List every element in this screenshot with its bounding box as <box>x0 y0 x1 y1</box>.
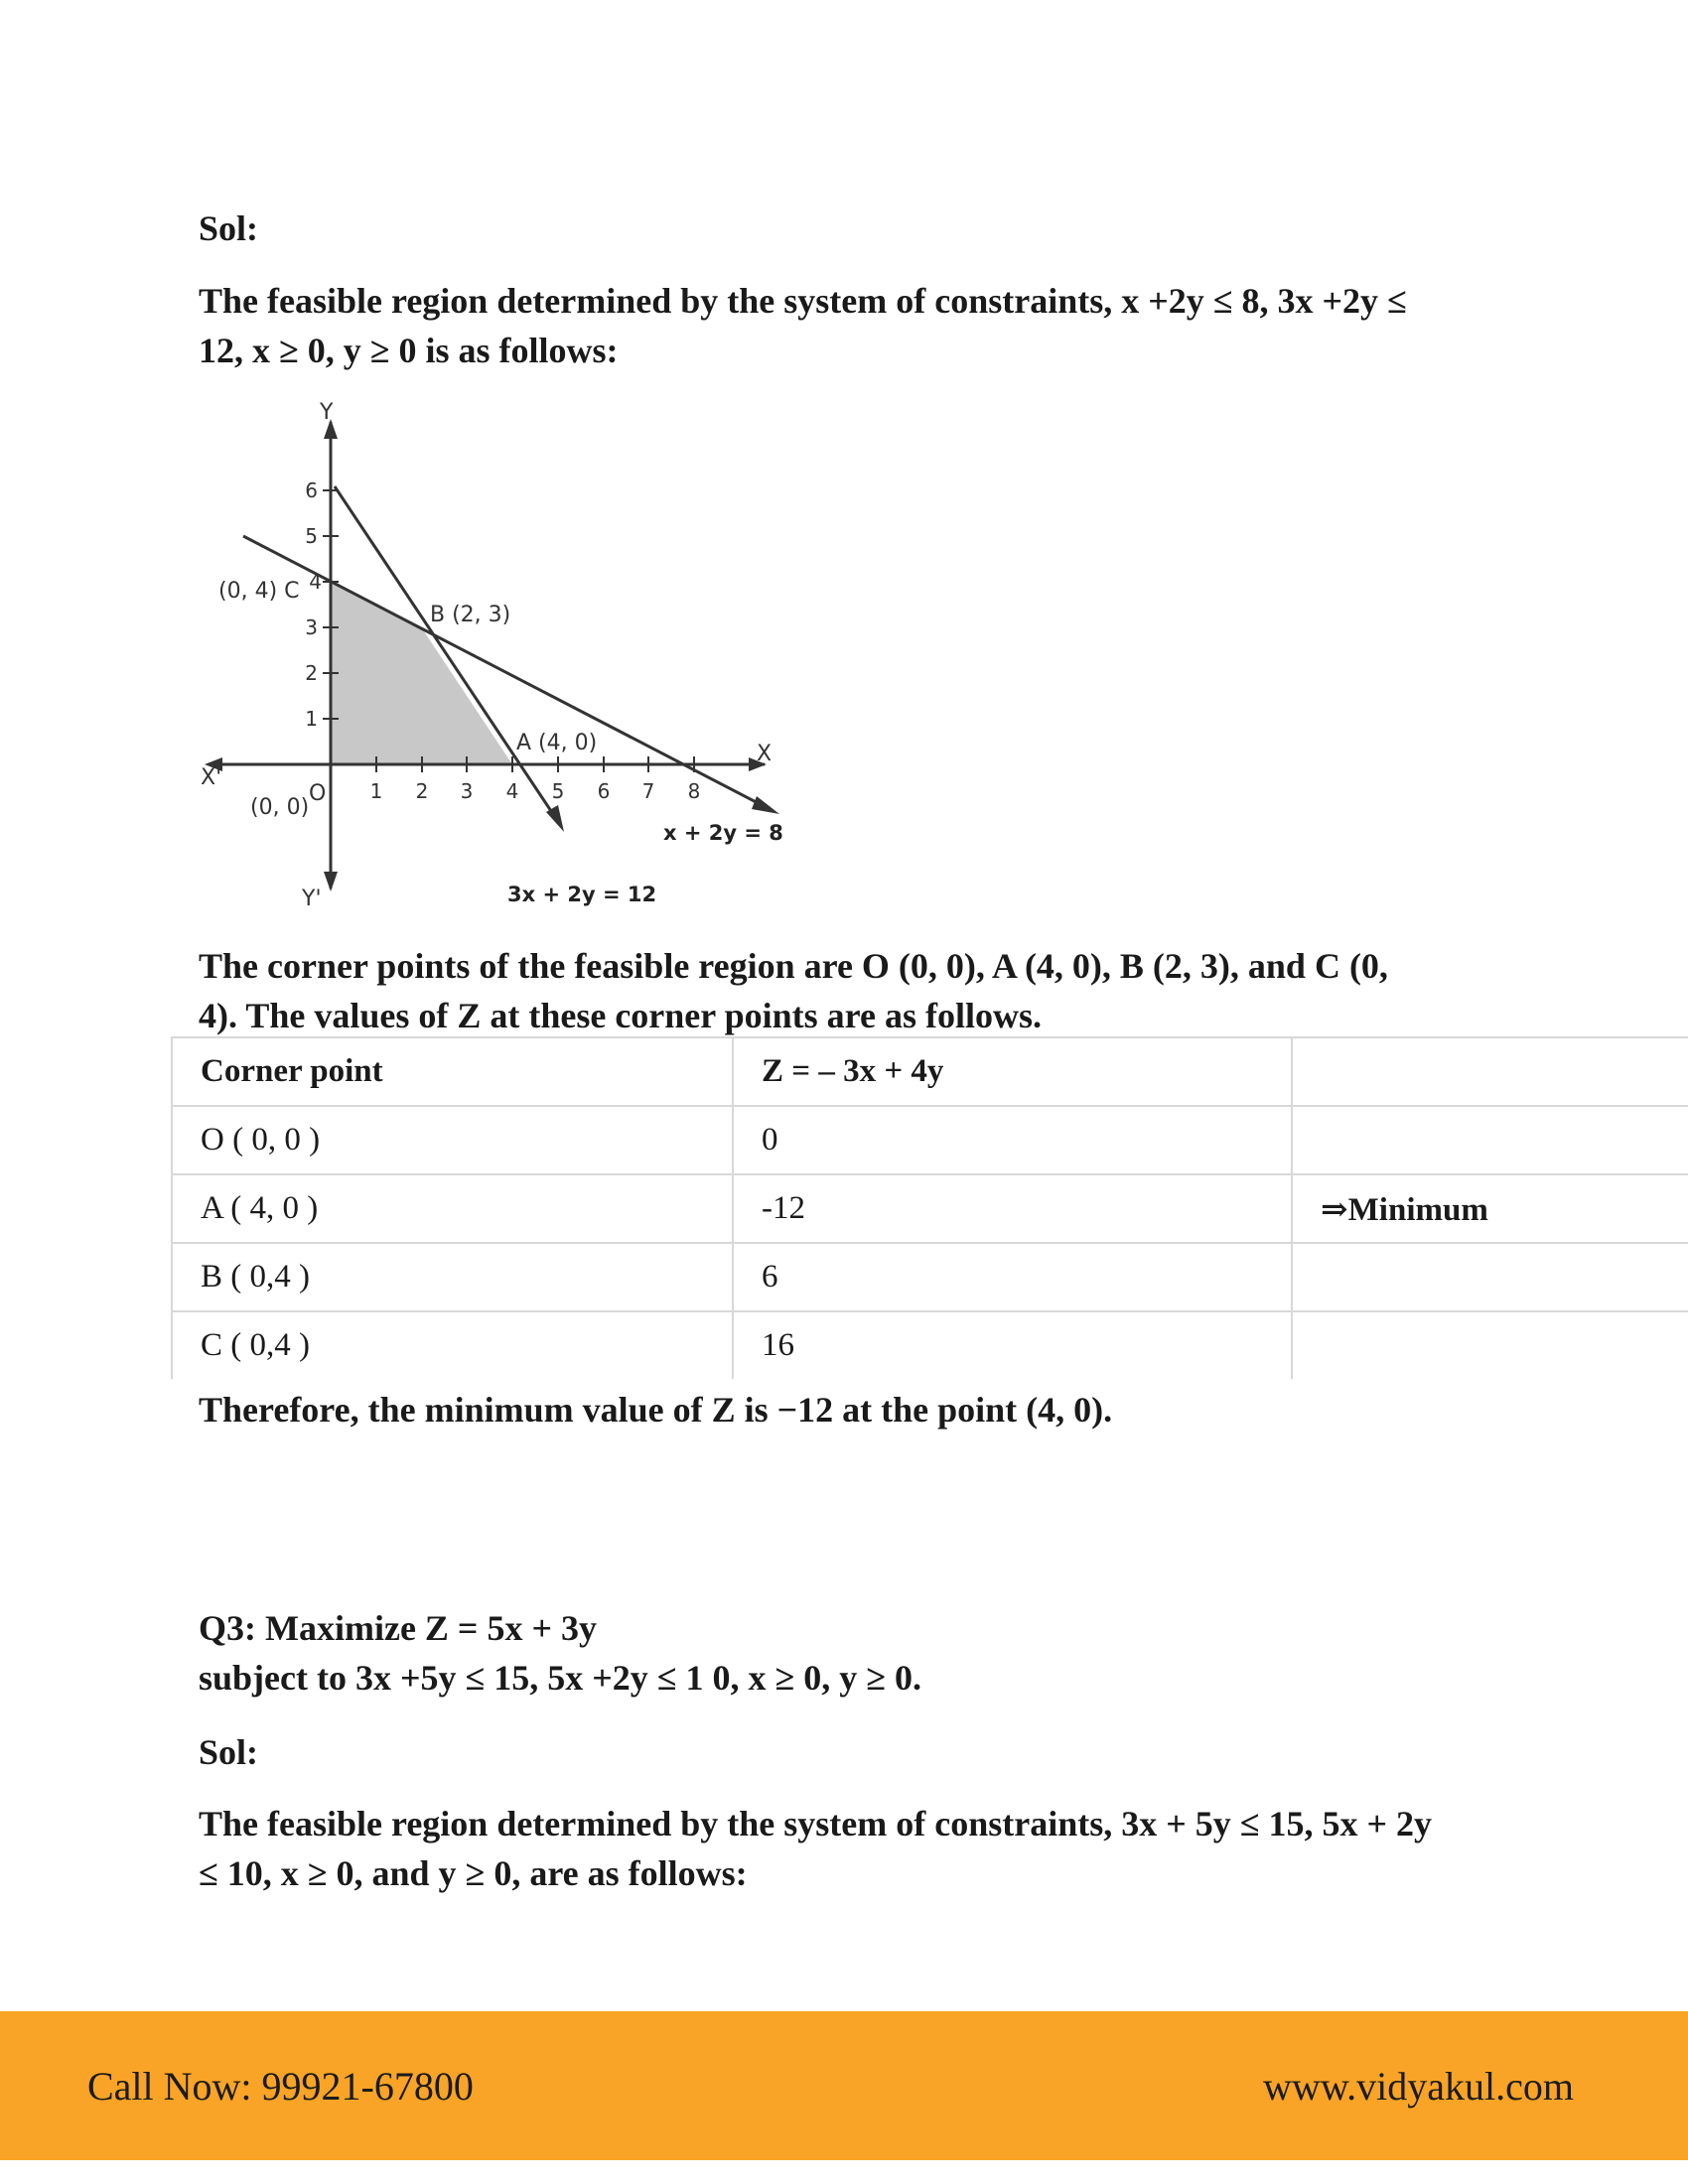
corner-points-paragraph <box>199 941 1489 1040</box>
cell-note <box>1292 1243 1688 1311</box>
origin-label: O <box>309 781 327 806</box>
call-now-text[interactable]: Call Now: 99921-67800 <box>87 2064 474 2109</box>
x-tick-8: 8 <box>687 779 701 803</box>
header-note <box>1292 1037 1688 1106</box>
conclusion-text: Therefore, the minimum value of Z is −12 at the point (4, 0). <box>199 1390 1113 1430</box>
y-neg-label: Y' <box>302 887 322 911</box>
origin-coord-label: (0, 0) <box>250 795 310 820</box>
sol-label: Sol: <box>199 208 259 248</box>
line-x-plus-2y-eq-8 <box>243 536 773 809</box>
x-tick-7: 7 <box>641 779 655 803</box>
cell-note-minimum: ⇒Minimum <box>1292 1174 1688 1243</box>
x-tick-3: 3 <box>460 779 474 803</box>
y-tick-1: 1 <box>305 707 318 731</box>
point-b-label: B (2, 3) <box>430 603 511 627</box>
cell-z: 0 <box>733 1106 1292 1174</box>
cell-z: 16 <box>733 1311 1292 1379</box>
table-row <box>172 1243 1688 1311</box>
cell-point: B ( 0,4 ) <box>172 1243 733 1311</box>
website-link[interactable]: www.vidyakul.com <box>1263 2064 1574 2109</box>
x-tick-6: 6 <box>597 779 611 803</box>
x-tick-2: 2 <box>415 779 429 803</box>
q3-title: Q3: Maximize Z = 5x + 3y <box>199 1608 597 1648</box>
q3-line-1: The feasible region determined by the system of constraints, 3x + 5y ≤ 15, 5x + 2y <box>199 1804 1433 1843</box>
cell-point: C ( 0,4 ) <box>172 1311 733 1379</box>
corner-line-2: 4). The values of Z at these corner points are as follows. <box>199 996 1042 1035</box>
cell-point: O ( 0, 0 ) <box>172 1106 733 1174</box>
table-row <box>172 1311 1688 1379</box>
q3-sol-label: Sol: <box>199 1732 259 1772</box>
table-header-row <box>172 1037 1688 1106</box>
y-tick-5: 5 <box>305 524 318 548</box>
cell-note <box>1292 1106 1688 1174</box>
table-row <box>172 1174 1688 1243</box>
x-tick-5: 5 <box>551 779 565 803</box>
point-a-label: A (4, 0) <box>516 731 598 755</box>
table-row <box>172 1106 1688 1174</box>
cell-z: -12 <box>733 1174 1292 1243</box>
intro-line-2: 12, x ≥ 0, y ≥ 0 is as follows: <box>199 331 619 370</box>
q3-solution-paragraph <box>199 1799 1489 1898</box>
x-tick-1: 1 <box>369 779 383 803</box>
q3-block <box>199 1603 1489 1703</box>
corner-line-1: The corner points of the feasible region are O (0, 0), A (4, 0), B (2, 3), and C (0, <box>199 946 1388 986</box>
feasible-region-graph <box>199 397 794 933</box>
x-tick-4: 4 <box>505 779 519 803</box>
corner-values-table <box>171 1036 1688 1379</box>
x-neg-label: X' <box>201 765 222 790</box>
cell-z: 6 <box>733 1243 1292 1311</box>
line1-label: x + 2y = 8 <box>663 821 783 845</box>
line1-arrow <box>752 796 779 814</box>
q3-line-2: ≤ 10, x ≥ 0, and y ≥ 0, are as follows: <box>199 1853 748 1893</box>
intro-paragraph <box>199 276 1489 375</box>
y-tick-3: 3 <box>305 615 318 639</box>
y-tick-4: 4 <box>309 570 322 594</box>
y-tick-6: 6 <box>305 478 318 502</box>
point-c-label: (0, 4) C <box>218 579 300 604</box>
line2-label: 3x + 2y = 12 <box>507 883 657 906</box>
y-tick-2: 2 <box>305 661 318 685</box>
q3-subject: subject to 3x +5y ≤ 15, 5x +2y ≤ 1 0, x ≥ 0, y ≥ 0. <box>199 1658 922 1698</box>
intro-line-1: The feasible region determined by the system of constraints, x +2y ≤ 8, 3x +2y ≤ <box>199 281 1407 321</box>
y-axis-label: Y <box>320 400 334 425</box>
header-corner-point: Corner point <box>172 1037 733 1106</box>
cell-point: A ( 4, 0 ) <box>172 1174 733 1243</box>
header-z-expression: Z = – 3x + 4y <box>733 1037 1292 1106</box>
x-axis-label: X <box>757 742 773 766</box>
y-neg-arrow <box>324 872 338 891</box>
footer-banner <box>0 2011 1688 2160</box>
cell-note <box>1292 1311 1688 1379</box>
